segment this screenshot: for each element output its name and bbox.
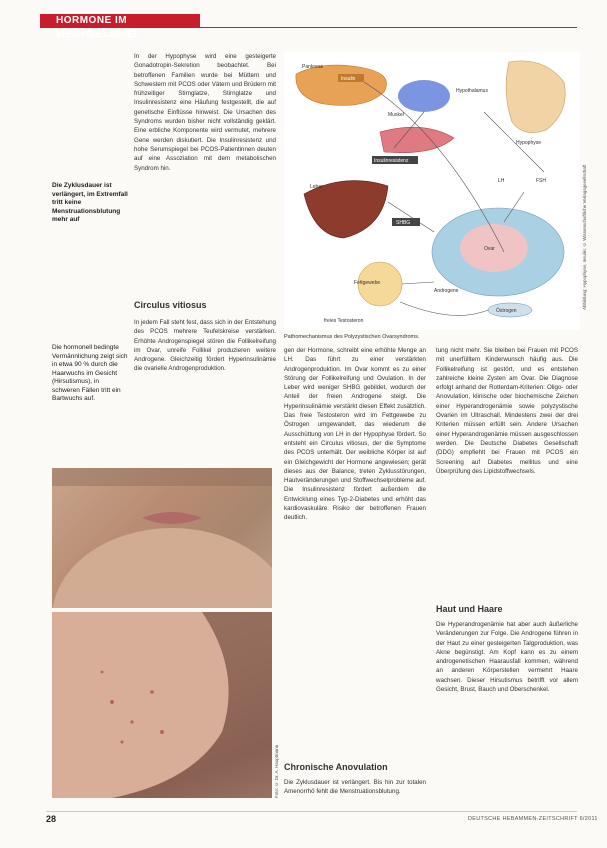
pathomechanism-diagram — [284, 52, 580, 330]
section-header-title: HORMONE IM WECHSELSPIEL — [56, 15, 141, 40]
heading-chronische-anovulation: Chronische Anovulation — [284, 762, 388, 772]
label-lh: LH — [498, 178, 505, 184]
label-insulin-resistance: Insulinresistenz — [374, 158, 409, 164]
column-right-b — [436, 620, 578, 806]
label-estrogen: Östrogen — [496, 308, 517, 314]
label-free-androgens: freies Testosteron — [324, 318, 364, 324]
pathomechanism-figure — [284, 52, 580, 330]
lips-shape — [142, 512, 202, 524]
nose-shadow — [52, 468, 272, 486]
sidenote-cycle — [52, 182, 128, 225]
column-left-top-text: In der Hypophyse wird eine gesteigerte Gonadotropin-Sekretion beobachtet. Bei betroffenen Familien wurde bei Müttern und Schwestern mit PCOS oder Vätern und Brüdern mit frühzeitiger Stirnglatze, Stirnglatze und Insulinresistenz eine Häufung festgestellt, die auf genetische Einflüsse hinweist. Die Ursachen des Syndroms wurden bisher nicht vollständig geklärt. Eine erbliche Komponente wird vermutet, mehrere Gene werden diskutiert. Die Insulinresistenz und hohe Serumspiegel bei PCOS-Patientinnen deuten auf eine Assoziation mit dem metabolischen Syndrom hin. — [134, 53, 276, 172]
page-number: 28 — [46, 814, 57, 824]
label-hypothalamus: Hypothalamus — [456, 88, 488, 94]
column-right-a-text: tung nicht mehr. Sie bleiben bei Frauen mit PCOS mit unerfülltem Kinderwunsch häufig aus. Die Follikelreifung ist gestört, und es entstehen zahlreiche kleine Zysten am Ovar. Die Diagnose erfolgt anhand der Rotterdam-Kriterien: Oligo- oder Anovulation, klinische oder biochemische Zeichen einer Hyperandrogenämie sowie polyzystische Ovarien im Ultraschall. Mindestens zwei der drei Kriterien müssen erfüllt sein. Andere Ursachen einer Hyperandrogenämie müssen ausgeschlossen werden. Die Deutsche Diabetes Gesellschaft (DDG) empfiehlt bei Frauen mit PCOS ein Screening auf Diabetes mellitus und eine Überprüfung des Lipidstoffwechsels. — [436, 347, 578, 475]
pituitary-shape — [506, 61, 565, 133]
column-circulus-text: In jedem Fall steht fest, dass sich in der Entstehung des PCOS mehrere Teufelskreise verstärken. Erhöhte Androgenspiegel stören die Follikelreifung im Ovar, unreife Follikel produzieren weitere Androgene. Gleichzeitig fördert Hyperinsulinämie die ovarielle Androgenproduktion. — [134, 319, 276, 373]
label-muscle: Muskel — [388, 112, 404, 118]
label-insulin: Insulin — [341, 76, 356, 82]
section-header — [40, 14, 200, 40]
muscle-shape — [380, 127, 454, 153]
chin-shape — [52, 528, 272, 608]
column-anovulation — [284, 778, 426, 808]
label-androgens: Androgene — [434, 288, 459, 294]
column-middle-text: gen der Hormone, schreibt eine erhöhte Menge an LH. Das führt zu einer verstärkten Androgenproduktion. Im Ovar kommt es zu einer Störung der Follikelreifung und Ovulation. In der Leber wird weniger SHBG gebildet, wodurch der Anteil der freien Androgene steigt. Die Hyperinsulinämie verstärkt diesen Effekt zusätzlich. Das freie Testosteron wird im Fettgewebe zu Östrogen umgewandelt, das wiederum die Ausschüttung von LH in der Hypophyse fördert. So entsteht ein Circulus vitiosus, der die Symptome des PCOS unterhält. Der weibliche Körper ist auf ein Gleichgewicht der Hormone angewiesen; gerät dieses aus der Balance, treten Zyklusstörungen, Hautveränderungen und Stoffwechselprobleme auf. Die Insulinresistenz fördert außerdem die Entwicklung eines Typ-2-Diabetes und erhöht das kardiovaskuläre Risiko der betroffenen Frauen deutlich. — [284, 347, 426, 522]
photo-credit: Foto: © Dr. A. Hauptmann — [274, 744, 279, 798]
heading-circulus-vitiosus: Circulus vitiosus — [134, 300, 207, 310]
footer-rule — [46, 811, 577, 812]
label-adipose: Fettgewebe — [354, 280, 381, 286]
header-rule — [200, 27, 577, 28]
photo-face-cheek-drawing — [52, 612, 272, 798]
heading-haut-und-haare: Haut und Haare — [436, 604, 503, 614]
column-left-top — [134, 52, 276, 270]
magazine-name: DEUTSCHE HEBAMMEN-ZEITSCHRIFT 6/2011 — [468, 816, 598, 822]
column-circulus — [134, 318, 276, 458]
column-middle — [284, 346, 426, 726]
label-pancreas: Pankreas — [302, 64, 324, 70]
hypothalamus-shape — [398, 80, 450, 112]
figure-caption: Pathomechanismus des Polyzystischen Ovarsyndroms. — [284, 334, 420, 340]
sidenote-cycle-text: Die Zyklusdauer ist verlängert, im Extremfall tritt keine Menstruationsblutung mehr auf — [52, 182, 128, 223]
figure-credit: Abbildung: Hypophyse, Insulin; © Wissenschaftliche Verlagsgesellschaft — [582, 164, 587, 310]
label-liver: Leber — [310, 184, 323, 190]
photo-face-chin — [52, 468, 272, 608]
sidenote-hirsutism-text: Die hormonell bedingte Vermännlichung zeigt sich in etwa 90 % durch die Haarwuchs im Gesicht (Hirsutismus), in schweren Fällen tritt ein Bartwuchs auf. — [52, 344, 128, 402]
label-ovary: Ovar — [484, 246, 495, 252]
label-shbg: SHBG — [396, 220, 411, 226]
photo-face-cheek — [52, 612, 272, 798]
photo-face-chin-drawing — [52, 468, 272, 608]
pancreas-shape — [296, 65, 387, 105]
sidenote-hirsutism — [52, 344, 128, 404]
label-fsh: FSH — [536, 178, 546, 184]
column-anovulation-text: Die Zyklusdauer ist verlängert. Bis hin zur totalen Amenorrhö fehlt die Menstruationsblutung. — [284, 779, 426, 796]
label-pituitary: Hypophyse — [516, 140, 542, 146]
column-right-a — [436, 346, 578, 588]
column-right-b-text: Die Hyperandrogenämie hat aber auch äußerliche Veränderungen zur Folge. Die Androgene führen in der Haut zu einer gesteigerten Talgproduktion, was Akne begünstigt. Am Kopf kann es zu einem androgenetischen Haarausfall kommen, während an anderen Körperstellen vermehrt Haare wachsen. Dieser Hirsutismus betrifft vor allem Gesicht, Brust, Bauch und Oberschenkel. — [436, 621, 578, 694]
